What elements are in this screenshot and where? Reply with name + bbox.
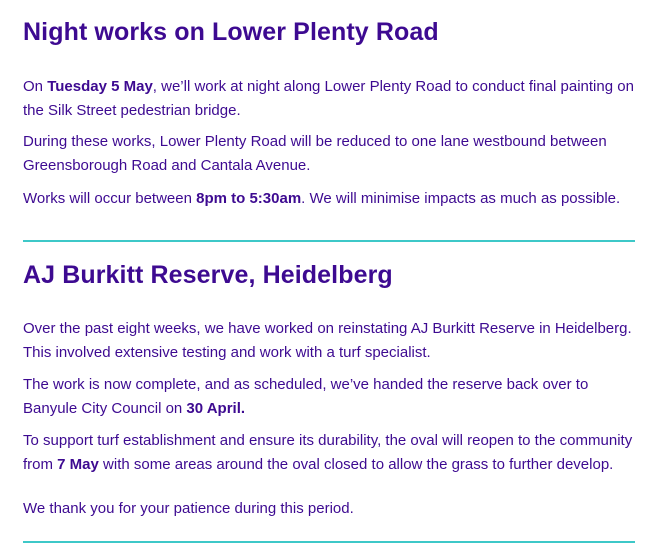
- highlight-hours: 8pm to 5:30am: [196, 190, 302, 207]
- text-segment: with some areas around the oval closed to allow the grass to further develop.: [98, 456, 614, 473]
- text-segment: . We will minimise impacts as much as possible.: [301, 190, 621, 207]
- text-segment: The work is now complete, and as scheduled, we’ve handed the reserve back over to Banyule City Council on: [23, 376, 589, 417]
- section-title-night-works: Night works on Lower Plenty Road: [23, 18, 439, 46]
- paragraph-night-works-date: [23, 75, 635, 123]
- paragraph-handover: [23, 373, 635, 421]
- paragraph-thank-you: We thank you for your patience during this period.: [23, 500, 354, 517]
- text-segment: , we’ll work at night along Lower Plenty Road to conduct final painting on the Silk Street pedestrian bridge.: [23, 78, 634, 119]
- paragraph-reinstating-reserve: Over the past eight weeks, we have worked on reinstating AJ Burkitt Reserve in Heidelberg. This involved extensive testing and work with a turf specialist.: [23, 320, 632, 361]
- paragraph-oval-reopen: [23, 429, 635, 477]
- paragraph-lane-closure: During these works, Lower Plenty Road will be reduced to one lane westbound between Greensborough Road and Cantala Avenue.: [23, 133, 607, 174]
- highlight-date: Tuesday 5 May: [47, 78, 153, 95]
- section-title-aj-burkitt: AJ Burkitt Reserve, Heidelberg: [23, 261, 393, 289]
- section-divider: [23, 240, 635, 242]
- text-segment: To support turf establishment and ensure its durability, the oval will reopen to the community from: [23, 432, 633, 473]
- text-segment: Works will occur between: [23, 190, 197, 207]
- section-divider: [23, 541, 635, 543]
- highlight-handover-date: 30 April.: [186, 400, 246, 417]
- highlight-reopen-date: 7 May: [57, 456, 99, 473]
- text-segment: On: [23, 78, 48, 95]
- paragraph-works-hours: [23, 187, 635, 211]
